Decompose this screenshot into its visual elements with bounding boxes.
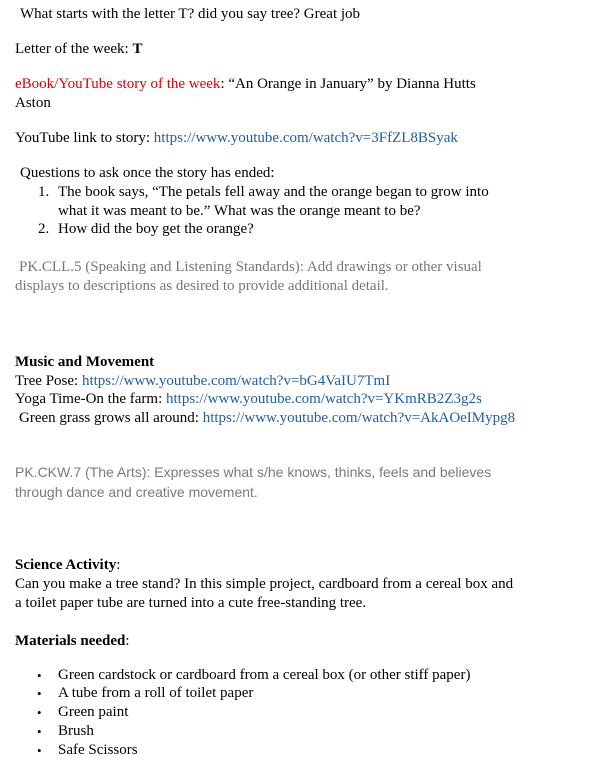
question-text: How did the boy get the orange? [58, 221, 254, 237]
material-item: Brush [58, 723, 94, 739]
music-link[interactable]: https://www.youtube.com/watch?v=bG4VaIU7TmI [81, 373, 391, 389]
music-link-label: Tree Pose: [15, 373, 82, 389]
letter-of-week-label: Letter of the week: [15, 41, 133, 57]
science-description-continued: a toilet paper tube are turned into a cute free-standing tree. [15, 595, 367, 611]
science-heading: Science Activity [15, 557, 117, 573]
materials-heading-colon: : [125, 633, 130, 649]
music-heading: Music and Movement [15, 354, 155, 370]
standard-cll: PK.CLL.5 (Speaking and Listening Standards): Add drawings or other visual [19, 259, 482, 275]
question-number: 2. [38, 221, 50, 237]
music-link[interactable]: https://www.youtube.com/watch?v=AkAOeIMypg8 [202, 410, 516, 426]
ebook-label: eBook/YouTube story of the week [15, 76, 221, 92]
science-heading-row [15, 556, 120, 575]
materials-heading-row [15, 632, 130, 651]
science-heading-colon: : [116, 557, 121, 573]
intro-text: What starts with the letter T? did you say tree? Great job [20, 6, 361, 22]
questions-heading: Questions to ask once the story has ended: [20, 165, 275, 181]
standard-ckw: PK.CKW.7 (The Arts): Expresses what s/he knows, thinks, feels and believes [15, 464, 492, 480]
question-number: 1. [38, 184, 50, 200]
standard-ckw-continued: through dance and creative movement. [15, 484, 258, 500]
youtube-story-label: YouTube link to story: [15, 130, 154, 146]
music-link-row [15, 372, 390, 391]
letter-of-week [15, 40, 142, 59]
ebook-title-continued: Aston [15, 95, 51, 111]
material-item: Safe Scissors [58, 742, 138, 758]
ebook-colon: : [220, 76, 229, 92]
standard-cll-continued: displays to descriptions as desired to provide additional detail. [15, 278, 389, 294]
youtube-story [15, 129, 458, 148]
material-item: Green cardstock or cardboard from a cereal box (or other stiff paper) [58, 667, 471, 683]
bullet-icon: • [37, 743, 42, 758]
ebook-title: “An Orange in January” by Dianna Hutts [228, 76, 476, 92]
materials-heading: Materials needed [15, 633, 126, 649]
question-text: The book says, “The petals fell away and the orange began to grow into [58, 184, 489, 200]
music-link[interactable]: https://www.youtube.com/watch?v=YKmRB2Z3g2s [165, 391, 482, 407]
bullet-icon: • [37, 705, 42, 720]
bullet-icon: • [37, 668, 42, 683]
letter-of-week-value: T [132, 41, 143, 57]
music-link-row [19, 409, 515, 428]
music-link-label: Yoga Time-On the farm: [15, 391, 166, 407]
material-item: A tube from a roll of toilet paper [58, 685, 254, 701]
music-link-label: Green grass grows all around: [19, 410, 203, 426]
bullet-icon: • [37, 686, 42, 701]
youtube-story-link[interactable]: https://www.youtube.com/watch?v=3FfZL8BSyak [153, 130, 458, 146]
ebook-story [15, 75, 476, 94]
bullet-icon: • [37, 724, 42, 739]
music-link-row [15, 390, 482, 409]
material-item: Green paint [58, 704, 129, 720]
science-description: Can you make a tree stand? In this simple project, cardboard from a cereal box and [15, 576, 514, 592]
question-text-continued: what it was meant to be.” What was the orange meant to be? [58, 203, 421, 219]
